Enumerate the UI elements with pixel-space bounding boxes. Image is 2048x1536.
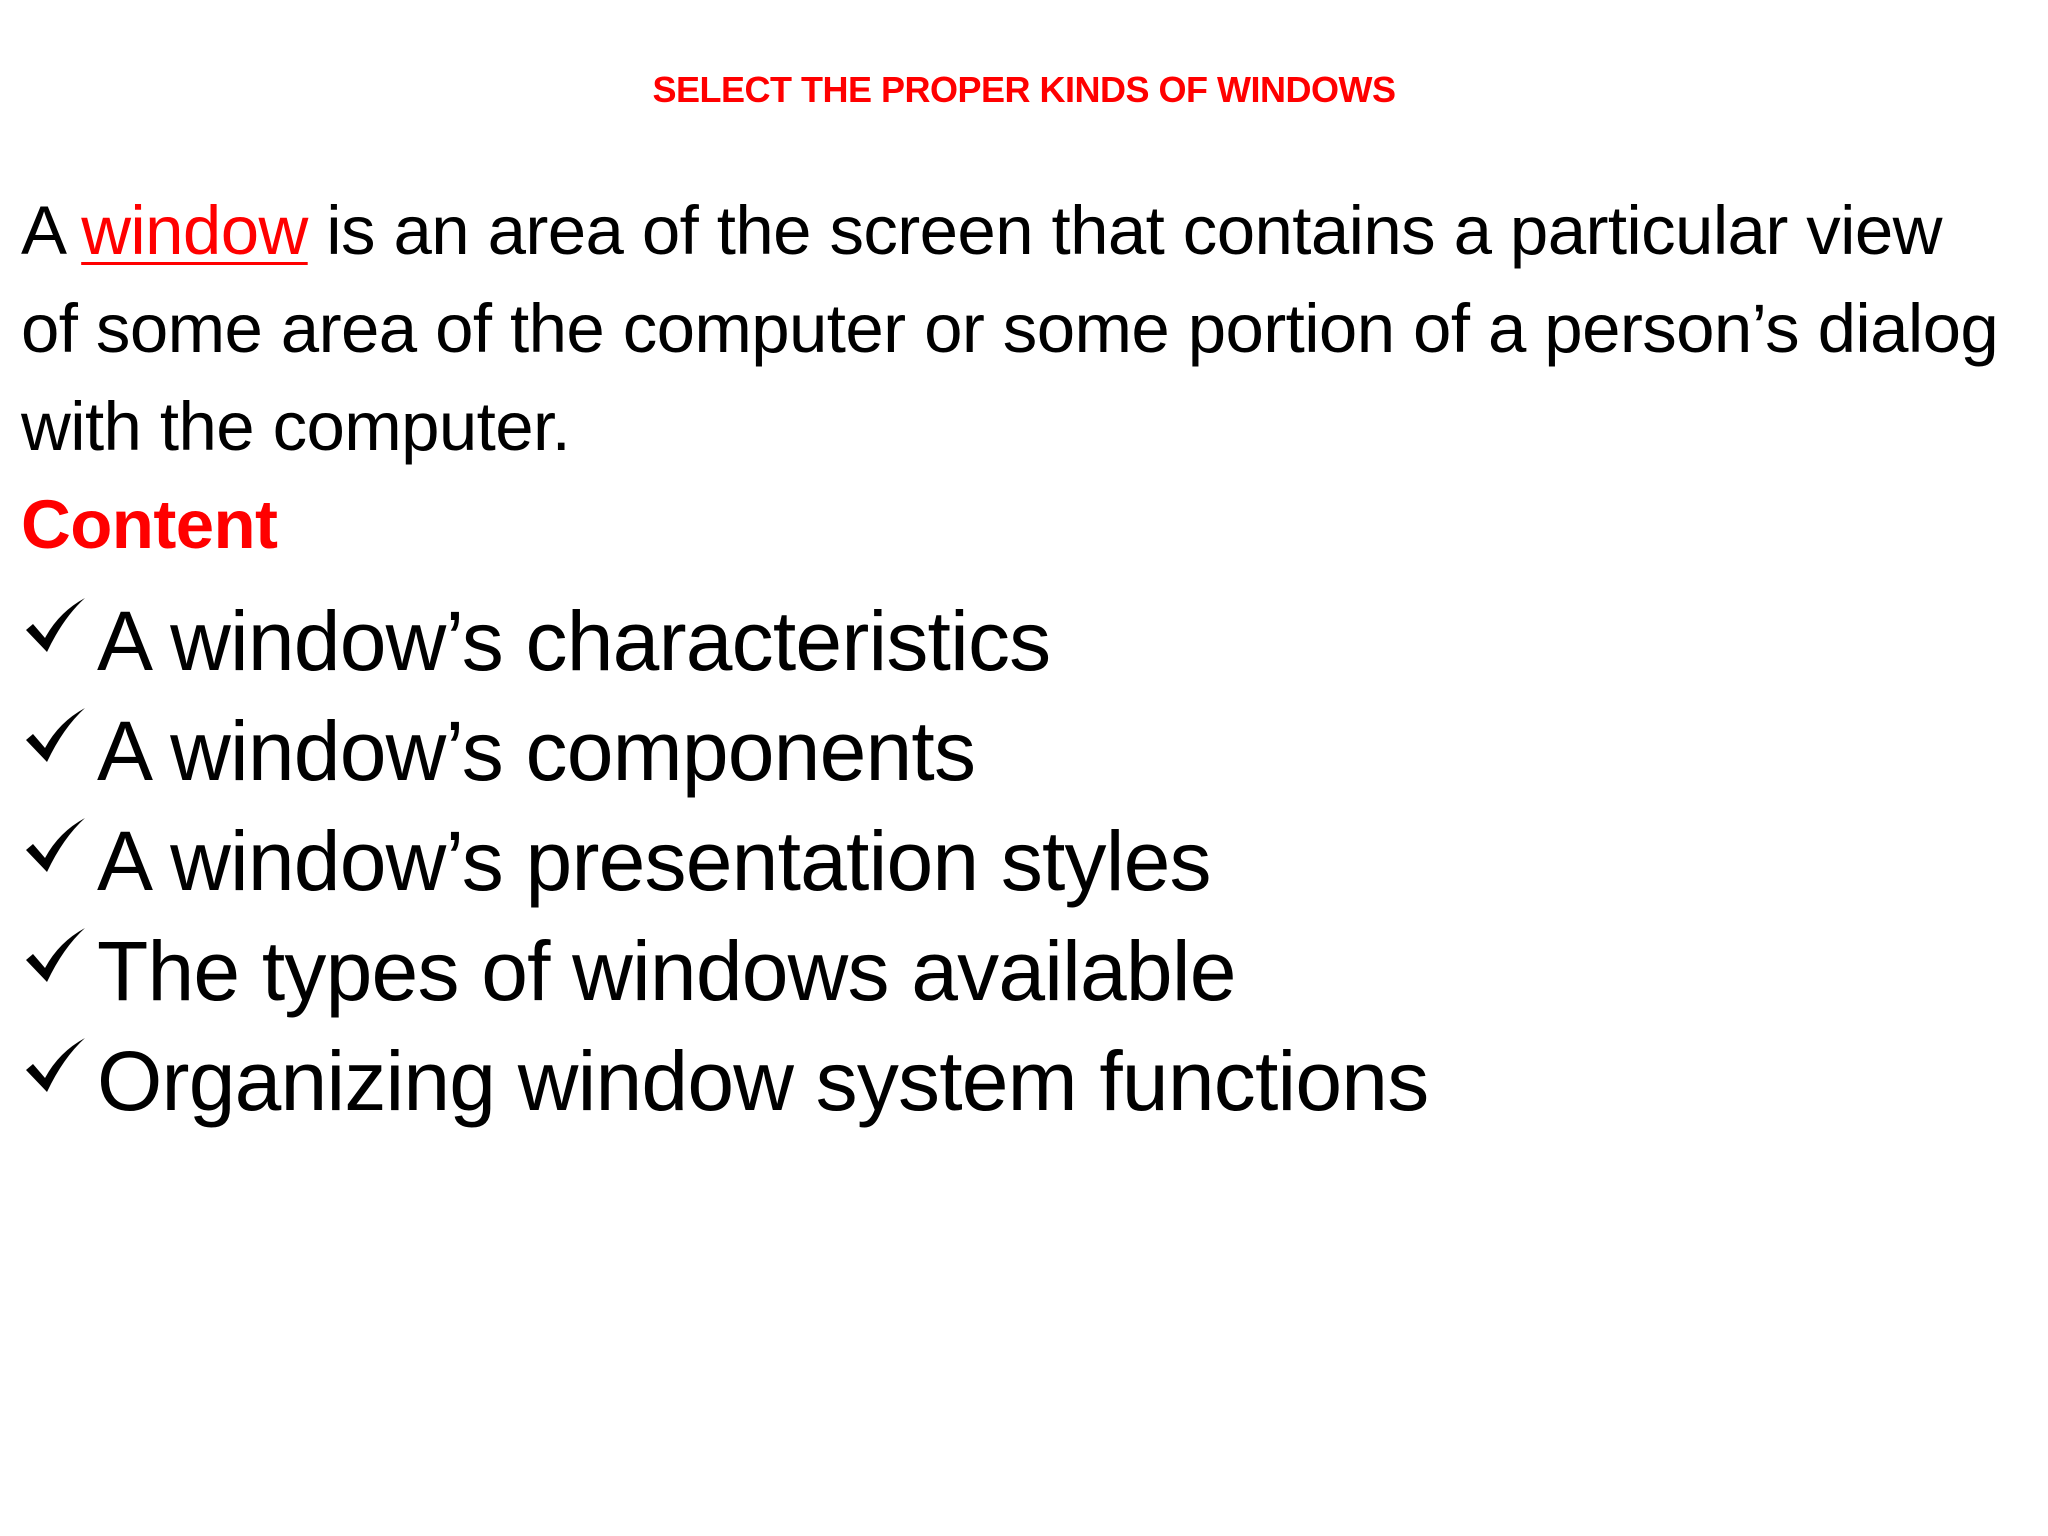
- list-item-text: A window’s components: [97, 704, 976, 798]
- list-item: [21, 794, 2011, 908]
- intro-suffix: is an area of the screen that contains a particular view of some area of the computer or some portion of a person’s dialog with the computer.: [21, 192, 1999, 465]
- intro-paragraph: [21, 182, 2011, 476]
- checkmark-icon: [21, 794, 97, 904]
- window-link[interactable]: window: [81, 192, 308, 269]
- list-item-text: A window’s characteristics: [97, 594, 1051, 688]
- content-heading: Content: [21, 486, 278, 563]
- list-item-text: Organizing window system functions: [97, 1034, 1429, 1128]
- list-item: [21, 1014, 2011, 1128]
- checkmark-icon: [21, 574, 97, 684]
- checkmark-icon: [21, 1014, 97, 1124]
- content-list: [21, 574, 2011, 1128]
- list-item: [21, 904, 2011, 1018]
- slide-body: [21, 182, 2011, 1128]
- checkmark-icon: [21, 684, 97, 794]
- list-item-text: A window’s presentation styles: [97, 814, 1211, 908]
- slide-title: SELECT THE PROPER KINDS OF WINDOWS: [652, 69, 1396, 110]
- list-item: [21, 574, 2011, 688]
- list-item-text: The types of windows available: [97, 924, 1236, 1018]
- list-item: [21, 684, 2011, 798]
- intro-prefix: A: [21, 192, 82, 269]
- checkmark-icon: [21, 904, 97, 1014]
